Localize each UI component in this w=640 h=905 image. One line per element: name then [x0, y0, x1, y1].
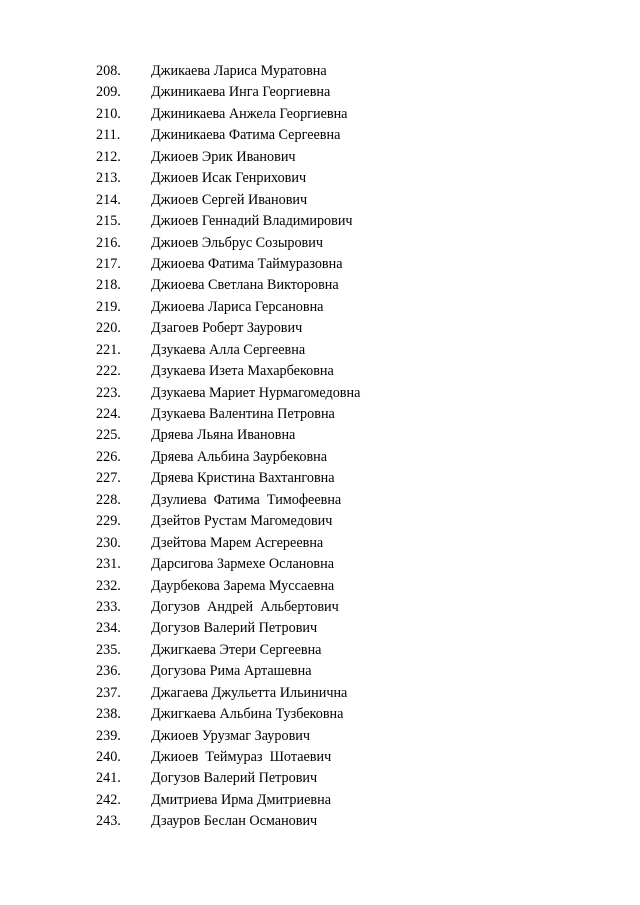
entry-number: 236.: [96, 663, 121, 680]
entry-number: 225.: [96, 427, 121, 444]
list-item: [0, 104, 640, 125]
entry-number: 222.: [96, 363, 121, 380]
entry-number: 233.: [96, 598, 121, 615]
entry-full-name: Догузов Андрей Альбертович: [151, 598, 339, 615]
entry-number: 240.: [96, 749, 121, 765]
list-item: [0, 511, 640, 532]
entry-number: 214.: [96, 191, 121, 208]
entry-full-name: Дряева Кристина Вахтанговна: [151, 470, 335, 487]
list-item: [0, 147, 640, 168]
entry-number: 228.: [96, 491, 121, 508]
list-item: [0, 597, 640, 618]
list-item: [0, 361, 640, 382]
entry-full-name: Дзукаева Мариет Нурмагомедовна: [151, 384, 361, 401]
list-item: [0, 468, 640, 489]
entry-number: 232.: [96, 577, 121, 594]
entry-full-name: Джиоев Эрик Иванович: [151, 148, 296, 165]
entry-number: 243.: [96, 813, 121, 830]
list-item: [0, 190, 640, 211]
entry-full-name: Джиоева Фатима Таймуразовна: [151, 255, 343, 272]
list-item: [0, 340, 640, 361]
list-item: [0, 425, 640, 446]
entry-full-name: Дзукаева Изета Махарбековна: [151, 363, 334, 380]
entry-full-name: Даурбекова Зарема Муссаевна: [151, 577, 335, 594]
entry-full-name: Дзагоев Роберт Заурович: [151, 320, 303, 337]
entry-number: 217.: [96, 255, 121, 272]
entry-full-name: Дзулиева Фатима Тимофеевна: [151, 491, 342, 508]
entry-full-name: Джиоева Лариса Герсановна: [151, 298, 324, 315]
entry-full-name: Джиникаева Инга Георгиевна: [151, 84, 331, 101]
list-item: [0, 404, 640, 425]
entry-full-name: Джиоева Светлана Викторовна: [151, 277, 339, 294]
list-item: [0, 447, 640, 468]
list-item: [0, 704, 640, 725]
entry-full-name: Джиоев Геннадий Владимирович: [151, 213, 353, 230]
entry-full-name: Джиоев Исак Генрихович: [151, 170, 307, 187]
entry-number: 215.: [96, 213, 121, 230]
entry-number: 211.: [96, 127, 121, 144]
entry-full-name: Дмитриева Ирма Дмитриевна: [151, 791, 332, 808]
entry-number: 234.: [96, 620, 121, 637]
list-item: [0, 726, 640, 747]
list-item: [0, 768, 640, 789]
list-item: [0, 254, 640, 275]
entry-full-name: Дзукаева Валентина Петровна: [151, 406, 335, 422]
entry-full-name: Дарсигова Зармехе Ослановна: [151, 556, 335, 573]
entry-full-name: Дзейтова Марем Асгереевна: [151, 534, 324, 551]
entry-full-name: Дзауров Беслан Османович: [151, 813, 318, 830]
entry-number: 209.: [96, 84, 121, 101]
entry-full-name: Джиникаева Анжела Георгиевна: [151, 105, 348, 122]
entry-number: 212.: [96, 148, 121, 165]
entry-number: 242.: [96, 791, 121, 808]
numbered-name-list: [0, 61, 640, 833]
entry-number: 231.: [96, 556, 121, 573]
list-item: [0, 125, 640, 146]
entry-number: 238.: [96, 706, 121, 723]
entry-number: 237.: [96, 684, 121, 701]
entry-full-name: Джиоев Теймураз Шотаевич: [151, 749, 332, 765]
entry-full-name: Догузов Валерий Петрович: [151, 770, 318, 787]
list-item: [0, 790, 640, 811]
entry-number: 223.: [96, 384, 121, 401]
entry-number: 208.: [96, 63, 121, 79]
list-item: [0, 533, 640, 554]
list-item: [0, 275, 640, 296]
entry-full-name: Джиоев Эльбрус Созырович: [151, 234, 323, 251]
entry-number: 220.: [96, 320, 121, 337]
entry-full-name: Догузов Валерий Петрович: [151, 620, 318, 637]
entry-full-name: Джикаева Лариса Муратовна: [151, 63, 327, 79]
list-item: [0, 168, 640, 189]
list-item: [0, 297, 640, 318]
entry-number: 213.: [96, 170, 121, 187]
list-item: [0, 747, 640, 768]
entry-number: 229.: [96, 513, 121, 530]
entry-number: 218.: [96, 277, 121, 294]
list-item: [0, 490, 640, 511]
entry-number: 210.: [96, 105, 121, 122]
list-item: [0, 554, 640, 575]
entry-full-name: Дряева Альбина Заурбековна: [151, 448, 328, 465]
entry-full-name: Дзукаева Алла Сергеевна: [151, 341, 306, 358]
entry-full-name: Джигкаева Альбина Тузбековна: [151, 706, 344, 723]
entry-number: 224.: [96, 406, 121, 422]
list-item: [0, 811, 640, 832]
list-item: [0, 576, 640, 597]
entry-full-name: Догузова Рима Арташевна: [151, 663, 312, 680]
entry-full-name: Джиоев Урузмаг Заурович: [151, 727, 311, 744]
entry-number: 241.: [96, 770, 121, 787]
list-item: [0, 233, 640, 254]
entry-full-name: Джиникаева Фатима Сергеевна: [151, 127, 341, 144]
entry-number: 239.: [96, 727, 121, 744]
entry-full-name: Джагаева Джульетта Ильинична: [151, 684, 348, 701]
list-item: [0, 618, 640, 639]
entry-number: 235.: [96, 641, 121, 658]
list-item: [0, 383, 640, 404]
entry-number: 221.: [96, 341, 121, 358]
entry-full-name: Дзейтов Рустам Магомедович: [151, 513, 333, 530]
entry-number: 226.: [96, 448, 121, 465]
list-item: [0, 683, 640, 704]
entry-number: 227.: [96, 470, 121, 487]
list-item: [0, 661, 640, 682]
entry-number: 219.: [96, 298, 121, 315]
entry-number: 216.: [96, 234, 121, 251]
list-item: [0, 61, 640, 82]
entry-number: 230.: [96, 534, 121, 551]
entry-full-name: Дряева Льяна Ивановна: [151, 427, 296, 444]
list-item: [0, 318, 640, 339]
entry-full-name: Джигкаева Этери Сергеевна: [151, 641, 322, 658]
entry-full-name: Джиоев Сергей Иванович: [151, 191, 308, 208]
list-item: [0, 640, 640, 661]
list-item: [0, 82, 640, 103]
list-item: [0, 211, 640, 232]
